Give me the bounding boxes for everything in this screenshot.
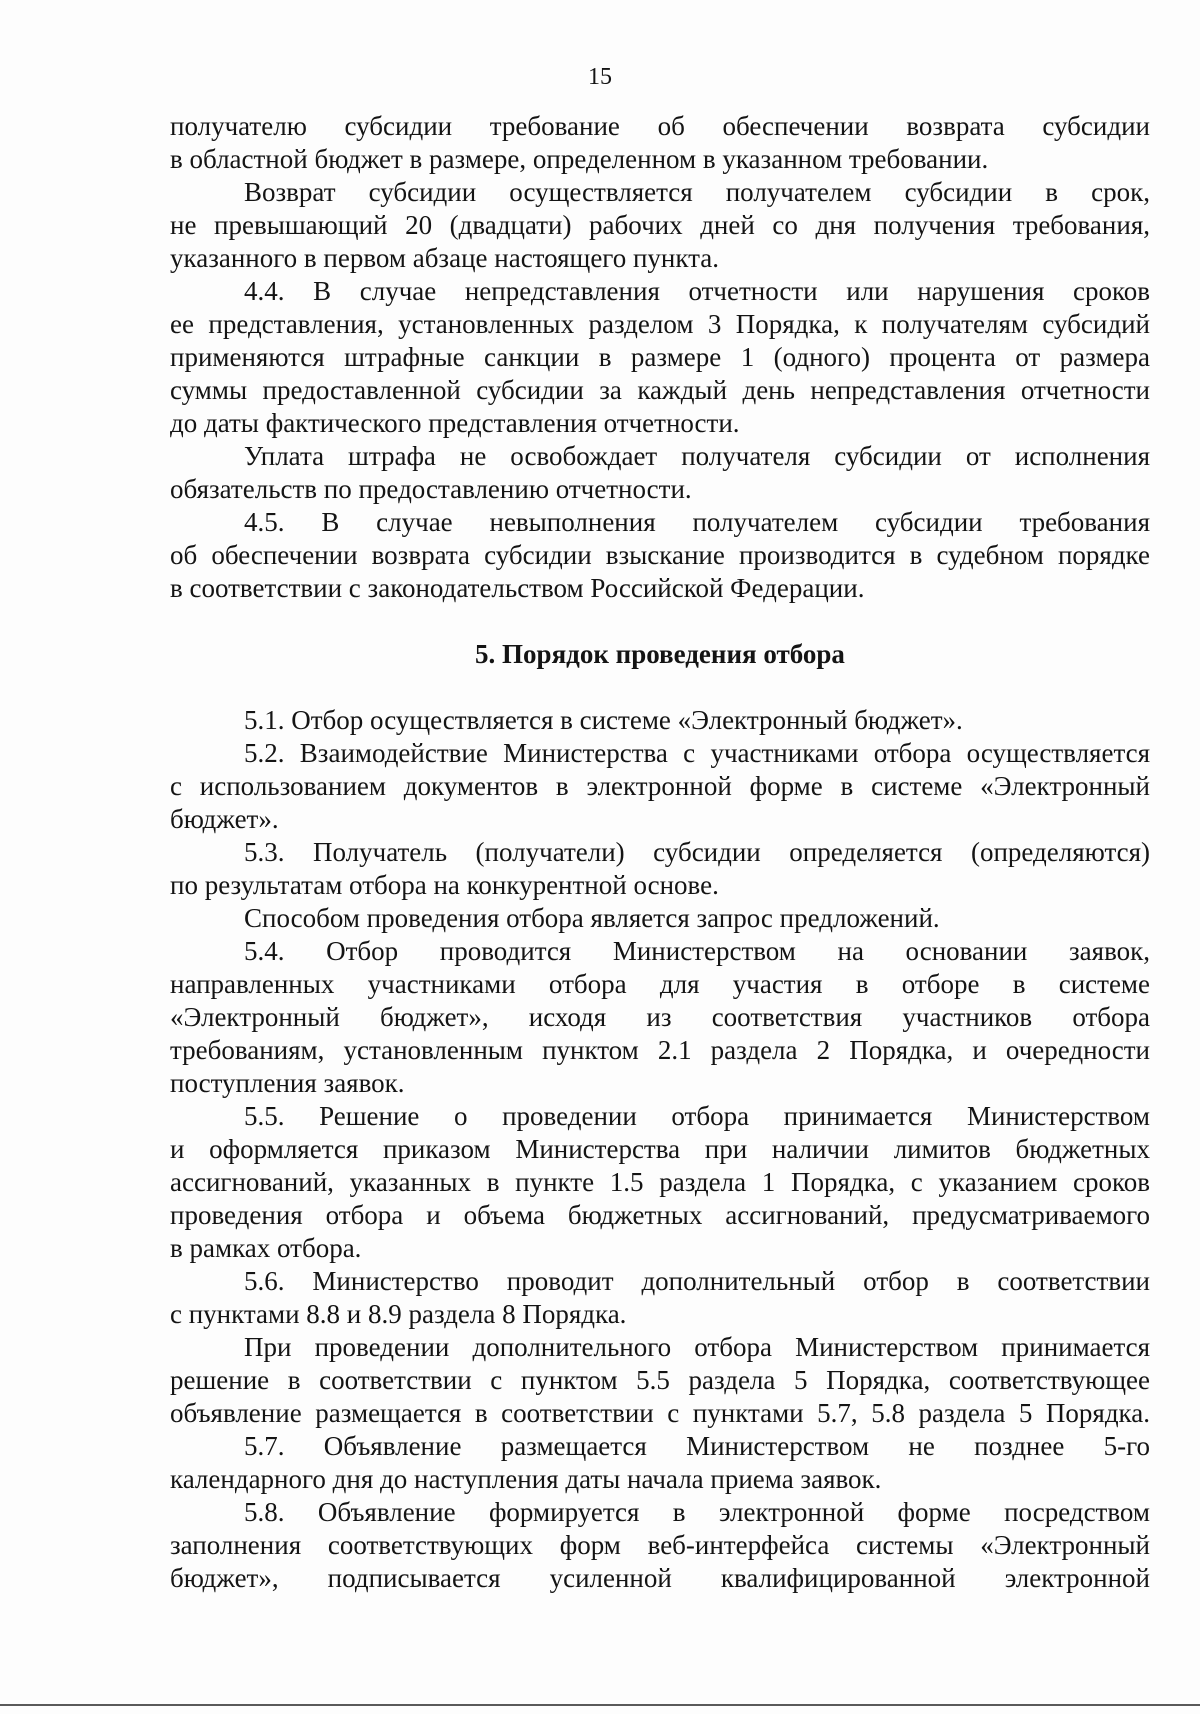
text-line: ассигнований, указанных в пункте 1.5 раздела 1 Порядка, с указанием сроков xyxy=(170,1167,1150,1197)
text-line: в областной бюджет в размере, определенном в указанном требовании. xyxy=(170,144,989,174)
text-line: 5.7. Объявление размещается Министерством не позднее 5-го xyxy=(244,1431,1150,1461)
text-line: и оформляется приказом Министерства при наличии лимитов бюджетных xyxy=(170,1134,1150,1164)
text-line: бюджет». xyxy=(170,804,279,834)
text-line: об обеспечении возврата субсидии взыскание производится в судебном порядке xyxy=(170,540,1150,570)
body-text xyxy=(170,110,1150,1595)
text-line: обязательств по предоставлению отчетности. xyxy=(170,474,692,504)
section-heading: 5. Порядок проведения отбора xyxy=(475,639,845,669)
text-line: направленных участниками отбора для участия в отборе в системе xyxy=(170,969,1150,999)
text-line: с пунктами 8.8 и 8.9 раздела 8 Порядка. xyxy=(170,1299,627,1329)
text-line: поступления заявок. xyxy=(170,1068,405,1098)
text-line: требованиям, установленным пунктом 2.1 раздела 2 Порядка, и очередности xyxy=(170,1035,1150,1065)
text-line: объявление размещается в соответствии с пунктами 5.7, 5.8 раздела 5 Порядка. xyxy=(170,1398,1150,1428)
text-line: 5.6. Министерство проводит дополнительный отбор в соответствии xyxy=(244,1266,1150,1296)
text-line: 4.5. В случае невыполнения получателем субсидии требования xyxy=(244,507,1150,537)
text-line: заполнения соответствующих форм веб-интерфейса системы «Электронный xyxy=(170,1530,1150,1560)
text-line: Способом проведения отбора является запрос предложений. xyxy=(244,903,940,933)
text-line: 4.4. В случае непредставления отчетности или нарушения сроков xyxy=(244,276,1150,306)
text-line: «Электронный бюджет», исходя из соответствия участников отбора xyxy=(170,1002,1150,1032)
text-line: При проведении дополнительного отбора Министерством принимается xyxy=(244,1332,1150,1362)
text-line: применяются штрафные санкции в размере 1 (одного) процента от размера xyxy=(170,342,1150,372)
text-line: 5.2. Взаимодействие Министерства с участниками отбора осуществляется xyxy=(244,738,1150,768)
text-line: указанного в первом абзаце настоящего пункта. xyxy=(170,243,719,273)
text-line: Возврат субсидии осуществляется получателем субсидии в срок, xyxy=(244,177,1150,207)
text-line: 5.8. Объявление формируется в электронной форме посредством xyxy=(244,1497,1150,1527)
text-line: не превышающий 20 (двадцати) рабочих дней со дня получения требования, xyxy=(170,210,1150,240)
blank-line xyxy=(170,671,1150,704)
text-line: ее представления, установленных разделом 3 Порядка, к получателям субсидий xyxy=(170,309,1150,339)
text-line: 5.4. Отбор проводится Министерством на основании заявок, xyxy=(244,936,1150,966)
text-line: в соответствии с законодательством Российской Федерации. xyxy=(170,573,865,603)
text-line: решение в соответствии с пунктом 5.5 раздела 5 Порядка, соответствующее xyxy=(170,1365,1150,1395)
page-number: 15 xyxy=(588,64,612,90)
text-line: с использованием документов в электронной форме в системе «Электронный xyxy=(170,771,1150,801)
text-line: по результатам отбора на конкурентной основе. xyxy=(170,870,719,900)
text-line: бюджет», подписывается усиленной квалифицированной электронной xyxy=(170,1563,1150,1593)
text-line: 5.3. Получатель (получатели) субсидии определяется (определяются) xyxy=(244,837,1150,867)
text-line: в рамках отбора. xyxy=(170,1233,362,1263)
scan-edge-rule xyxy=(0,1704,1200,1706)
text-line: 5.5. Решение о проведении отбора принимается Министерством xyxy=(244,1101,1150,1131)
blank-line xyxy=(170,605,1150,638)
text-line: 5.1. Отбор осуществляется в системе «Электронный бюджет». xyxy=(244,705,963,735)
text-line: календарного дня до наступления даты начала приема заявок. xyxy=(170,1464,882,1494)
section-4-text xyxy=(170,110,1150,605)
text-line: проведения отбора и объема бюджетных ассигнований, предусматриваемого xyxy=(170,1200,1150,1230)
text-line: до даты фактического представления отчетности. xyxy=(170,408,740,438)
text-line: получателю субсидии требование об обеспечении возврата субсидии xyxy=(170,111,1150,141)
section-5-text xyxy=(170,704,1150,1595)
text-line: суммы предоставленной субсидии за каждый день непредставления отчетности xyxy=(170,375,1150,405)
text-line: Уплата штрафа не освобождает получателя субсидии от исполнения xyxy=(244,441,1150,471)
